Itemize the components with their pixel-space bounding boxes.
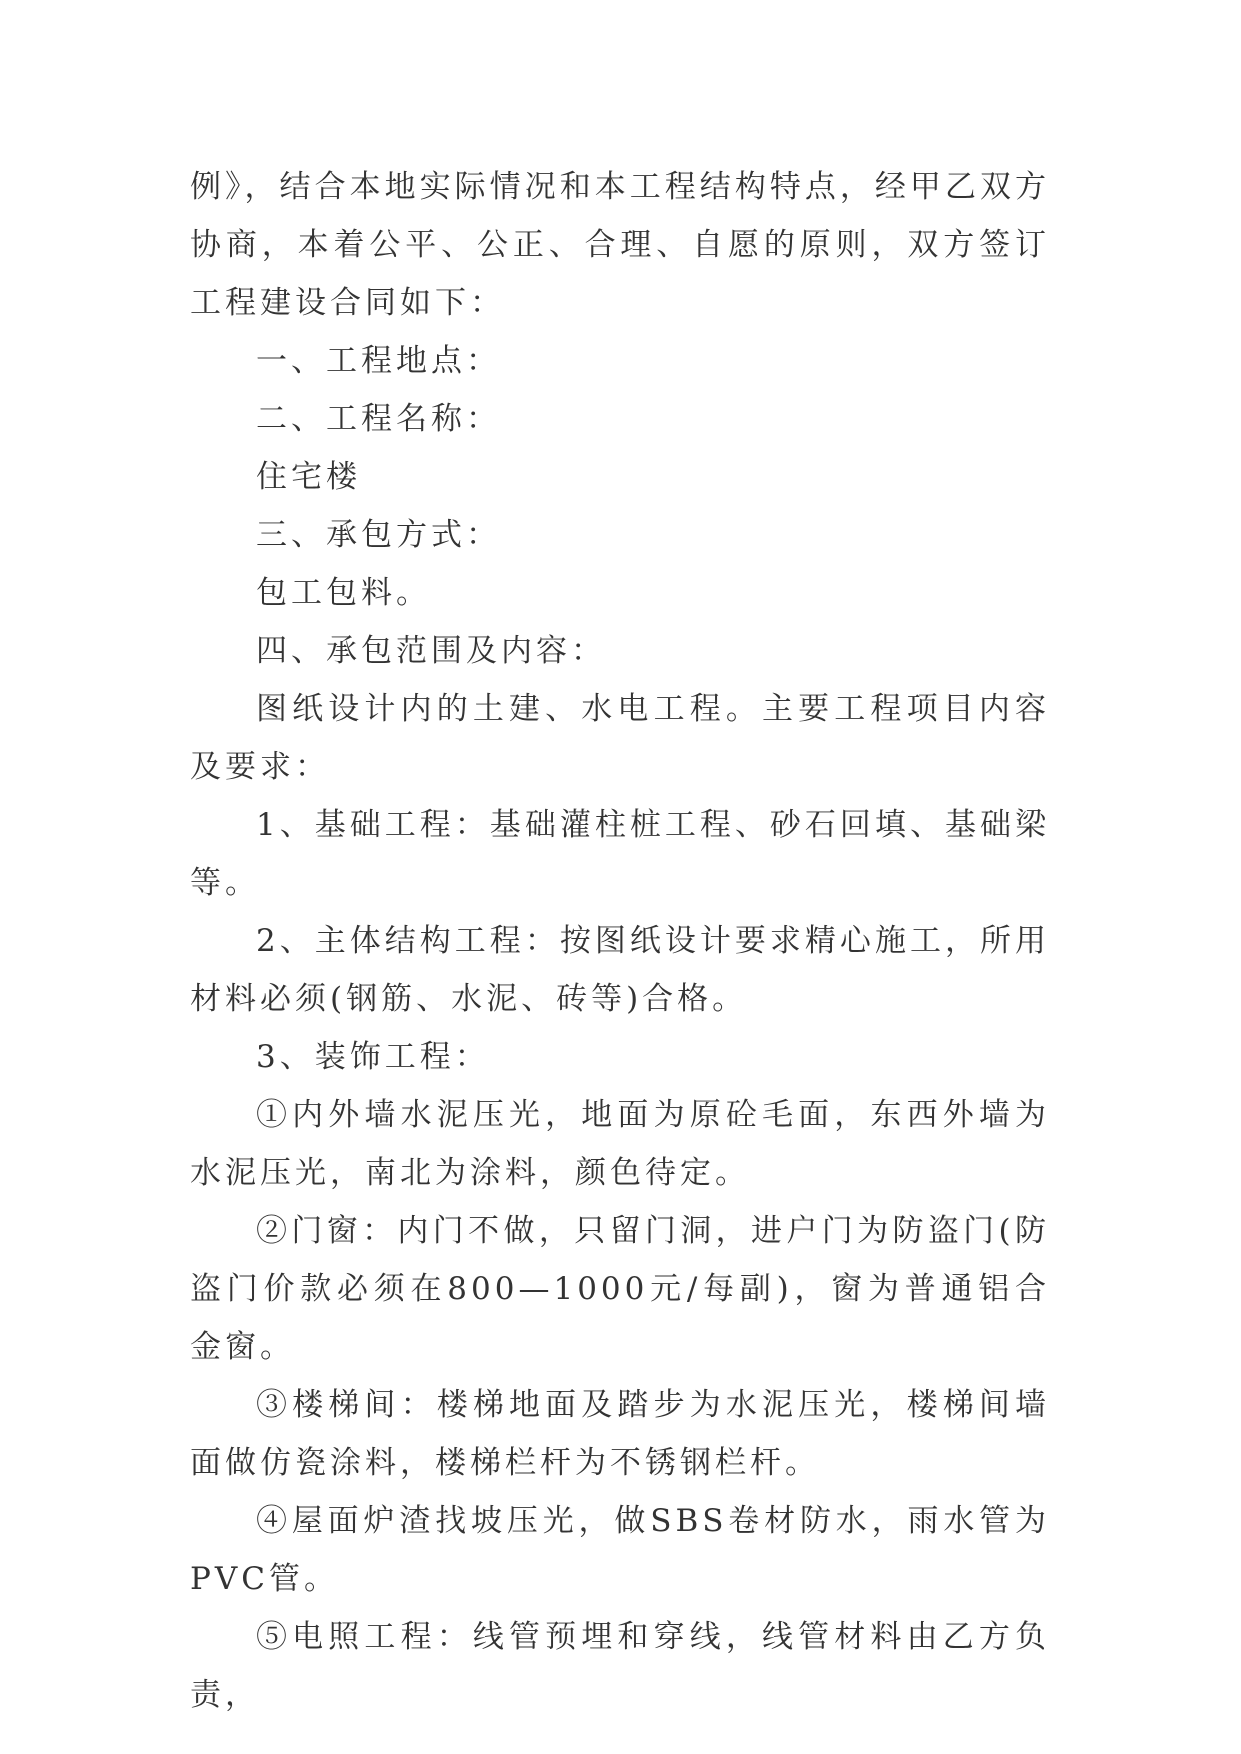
- sub-item-stairwell: ③楼梯间：楼梯地面及踏步为水泥压光，楼梯间墙面做仿瓷涂料，楼梯栏杆为不锈钢栏杆。: [190, 1387, 1050, 1481]
- sub-item-doors-windows: ②门窗：内门不做，只留门洞，进户门为防盗门(防盗门价款必须在800—1000元/每副)，窗为普通铝合金窗。: [190, 1213, 1050, 1365]
- heading-scope: 四、承包范围及内容：: [256, 633, 606, 669]
- contract-method-value: 包工包料。: [256, 575, 431, 611]
- heading-contract-method: 三、承包方式：: [256, 517, 501, 553]
- item-foundation: 1、基础工程：基础灌柱桩工程、砂石回填、基础梁等。: [190, 807, 1050, 901]
- sub-item-roof: ④屋面炉渣找坡压光，做SBS卷材防水，雨水管为PVC管。: [190, 1503, 1050, 1597]
- document-body: [190, 158, 1050, 1724]
- sub-item-walls: ①内外墙水泥压光，地面为原砼毛面，东西外墙为水泥压光，南北为涂料，颜色待定。: [190, 1097, 1050, 1191]
- project-name-value: 住宅楼: [256, 459, 361, 495]
- paragraph-intro: 例》，结合本地实际情况和本工程结构特点，经甲乙双方协商，本着公平、公正、合理、自愿的原则，双方签订工程建设合同如下：: [190, 169, 1050, 321]
- sub-item-electrical: ⑤电照工程：线管预埋和穿线，线管材料由乙方负责，: [190, 1619, 1050, 1713]
- heading-project-name: 二、工程名称：: [256, 401, 501, 437]
- item-decoration: 3、装饰工程：: [256, 1039, 490, 1075]
- scope-description: 图纸设计内的土建、水电工程。主要工程项目内容及要求：: [190, 691, 1050, 785]
- heading-project-location: 一、工程地点：: [256, 343, 501, 379]
- item-main-structure: 2、主体结构工程：按图纸设计要求精心施工，所用材料必须(钢筋、水泥、砖等)合格。: [190, 923, 1050, 1017]
